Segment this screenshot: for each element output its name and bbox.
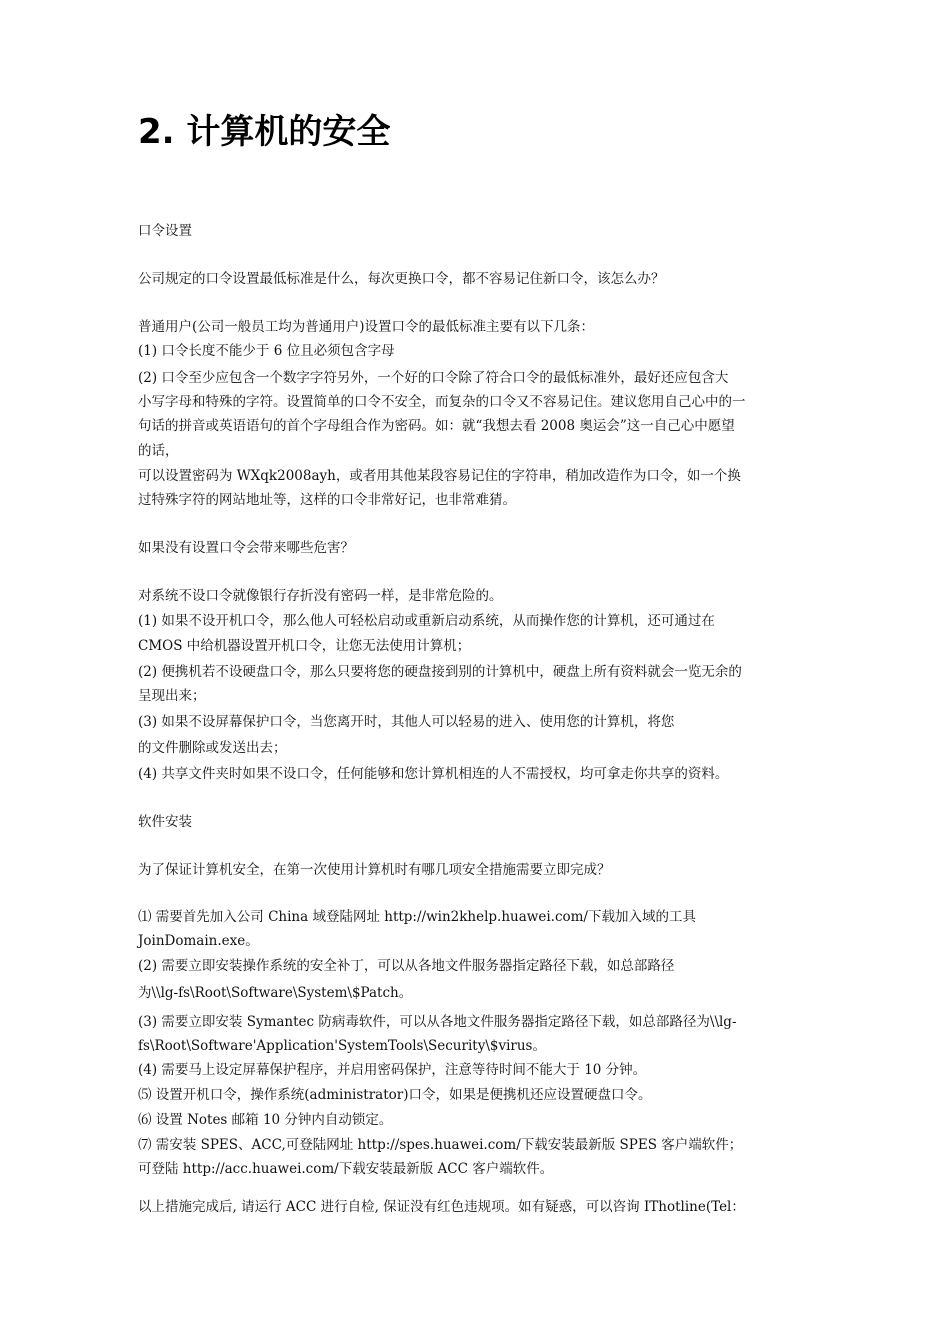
list-item-continuation: 可登陆 http://acc.huawei.com/下载安装最新版 ACC 客户端软件。 <box>138 1161 554 1177</box>
paragraph-line: 小写字母和特殊的字符。设置简单的口令不安全，而复杂的口令又不容易记住。建议您用自己心中的一 <box>138 394 746 410</box>
list-item-continuation: 为\\lg-fs\Root\Software\System\$Patch。 <box>138 985 413 1001</box>
list-item: (2) 需要立即安装操作系统的安全补丁，可以从各地文件服务器指定路径下载，如总部路径 <box>138 958 675 974</box>
list-item: (3) 需要立即安装 Symantec 防病毒软件，可以从各地文件服务器指定路径下载，如总部路径为\\lg- <box>138 1014 737 1030</box>
list-item: (3) 如果不设屏幕保护口令，当您离开时，其他人可以轻易的进入、使用您的计算机，将您 <box>138 714 675 730</box>
list-item-continuation: 的文件删除或发送出去； <box>138 740 287 756</box>
list-item-continuation: JoinDomain.exe。 <box>138 933 259 949</box>
question-text: 如果没有设置口令会带来哪些危害？ <box>138 540 354 556</box>
paragraph-line: 普通用户(公司一般员工均为普通用户)设置口令的最低标准主要有以下几条： <box>138 319 595 335</box>
paragraph-line: 可以设置密码为 WXqk2008ayh，或者用其他某段容易记住的字符串，稍加改造作为口令，如一个换 <box>138 468 741 484</box>
closing-paragraph: 以上措施完成后, 请运行 ACC 进行自检, 保证没有红色违规项。如有疑惑，可以咨询 IThotline(Tel： <box>138 1199 745 1215</box>
list-item-continuation: fs\Root\Software'Application'SystemTools\Security\$virus。 <box>138 1038 546 1054</box>
list-item: ⑸ 设置开机口令，操作系统(administrator)口令，如果是便携机还应设置硬盘口令。 <box>138 1087 652 1103</box>
list-item: (1) 如果不设开机口令，那么他人可轻松启动或重新启动系统，从而操作您的计算机，还可通过在 <box>138 613 715 629</box>
paragraph-line: 句话的拼音或英语语句的首个字母组合作为密码。如：就“我想去看 2008 奥运会”这一自己心中愿望 <box>138 418 735 434</box>
list-item: ⑴ 需要首先加入公司 China 域登陆网址 http://win2khelp.huawei.com/下载加入域的工具 <box>138 909 696 925</box>
list-item: ⑺ 需安装 SPES、ACC,可登陆网址 http://spes.huawei.com/下载安装最新版 SPES 客户端软件； <box>138 1137 743 1153</box>
list-item-continuation: CMOS 中给机器设置开机口令，让您无法使用计算机； <box>138 638 471 654</box>
question-text: 公司规定的口令设置最低标准是什么，每次更换口令，都不容易记住新口令，该怎么办？ <box>138 271 665 287</box>
list-item: ⑹ 设置 Notes 邮箱 10 分钟内自动锁定。 <box>138 1112 393 1128</box>
paragraph-line: 过特殊字符的网站地址等，这样的口令非常好记，也非常难猜。 <box>138 492 516 508</box>
section-heading-software: 软件安装 <box>138 814 192 830</box>
list-item: (1) 口令长度不能少于 6 位且必须包含字母 <box>138 343 395 359</box>
paragraph-line: 对系统不设口令就像银行存折没有密码一样，是非常危险的。 <box>138 588 503 604</box>
section-heading-password: 口令设置 <box>138 223 192 239</box>
question-text: 为了保证计算机安全，在第一次使用计算机时有哪几项安全措施需要立即完成？ <box>138 862 611 878</box>
list-item: (4) 需要马上设定屏幕保护程序，并启用密码保护，注意等待时间不能大于 10 分钟。 <box>138 1062 647 1078</box>
page-title: 2. 计算机的安全 <box>138 112 391 152</box>
list-item: (4) 共享文件夹时如果不设口令，任何能够和您计算机相连的人不需授权，均可拿走你共享的资料。 <box>138 766 729 782</box>
list-item: (2) 口令至少应包含一个数字字符另外，一个好的口令除了符合口令的最低标准外，最好还应包含大 <box>138 370 729 386</box>
list-item: (2) 便携机若不设硬盘口令，那么只要将您的硬盘接到别的计算机中，硬盘上所有资料就会一览无余的 <box>138 664 742 680</box>
paragraph-line: 的话， <box>138 443 179 459</box>
list-item-continuation: 呈现出来； <box>138 688 206 704</box>
